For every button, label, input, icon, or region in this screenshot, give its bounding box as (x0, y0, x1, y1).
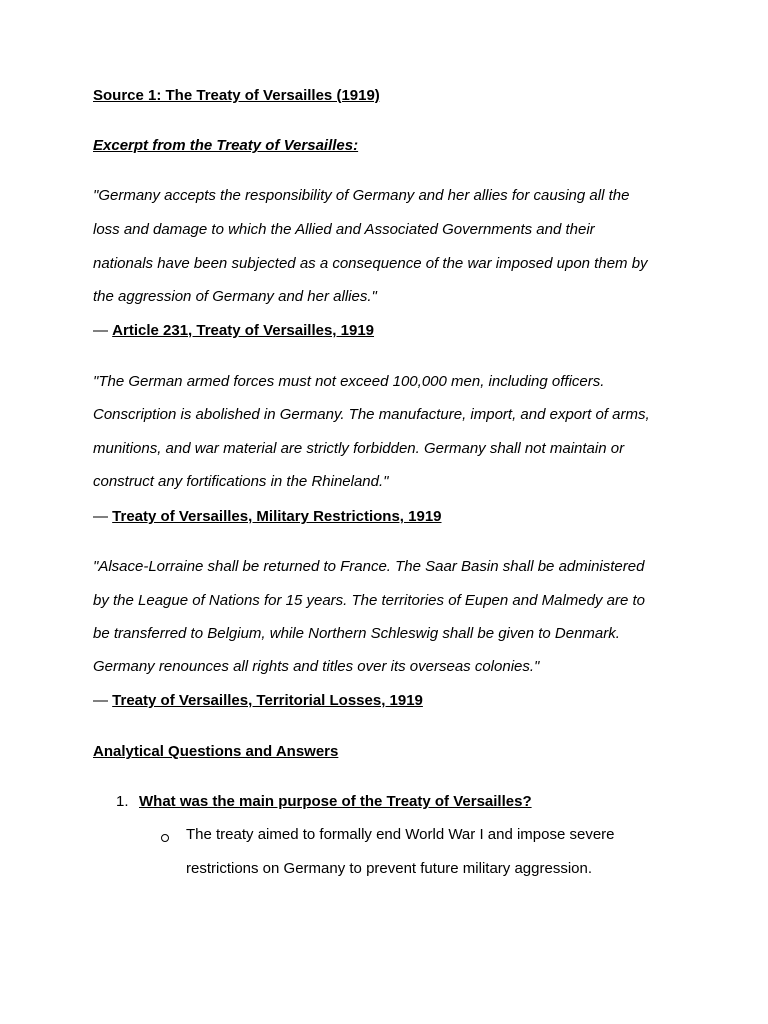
questions-heading: Analytical Questions and Answers (93, 743, 339, 760)
quote3-attribution-line (93, 692, 423, 710)
quote2-attribution: Treaty of Versailles, Military Restrictions, 1919 (112, 508, 442, 525)
excerpt-heading: Excerpt from the Treaty of Versailles: (93, 137, 359, 154)
quote2-line: "The German armed forces must not exceed 100,000 men, including officers. (93, 373, 605, 390)
quote2-line: munitions, and war material are strictly forbidden. Germany shall not maintain or (93, 440, 625, 457)
attribution-dash: — (93, 322, 113, 339)
quote3-line: "Alsace-Lorraine shall be returned to France. The Saar Basin shall be administered (93, 558, 645, 575)
quote1-attribution: Article 231, Treaty of Versailles, 1919 (112, 322, 375, 339)
answer-line: restrictions on Germany to prevent future military aggression. (186, 860, 593, 877)
quote2-attribution-line (93, 508, 442, 526)
attribution-dash: — (93, 508, 113, 525)
quote3-line: by the League of Nations for 15 years. The territories of Eupen and Malmedy are to (93, 592, 645, 609)
quote1-attribution-line (93, 322, 374, 340)
answer-line: The treaty aimed to formally end World War I and impose severe (186, 826, 615, 843)
hollow-bullet-icon (161, 834, 169, 842)
attribution-dash: — (93, 692, 113, 709)
quote1-line: "Germany accepts the responsibility of Germany and her allies for causing all the (93, 187, 630, 204)
quote1-line: nationals have been subjected as a consequence of the war imposed upon them by (93, 255, 648, 272)
quote2-line: construct any fortifications in the Rhineland." (93, 473, 389, 490)
quote2-line: Conscription is abolished in Germany. The manufacture, import, and export of arms, (93, 406, 650, 423)
source-heading: Source 1: The Treaty of Versailles (1919) (93, 87, 380, 104)
quote3-line: Germany renounces all rights and titles over its overseas colonies." (93, 658, 540, 675)
quote1-line: loss and damage to which the Allied and Associated Governments and their (93, 221, 595, 238)
quote3-line: be transferred to Belgium, while Northern Schleswig shall be given to Denmark. (93, 625, 620, 642)
question-number: 1. (116, 793, 129, 810)
quote3-attribution: Treaty of Versailles, Territorial Losses, 1919 (112, 692, 423, 709)
quote1-line: the aggression of Germany and her allies." (93, 288, 377, 305)
question-text: What was the main purpose of the Treaty of Versailles? (139, 793, 532, 810)
